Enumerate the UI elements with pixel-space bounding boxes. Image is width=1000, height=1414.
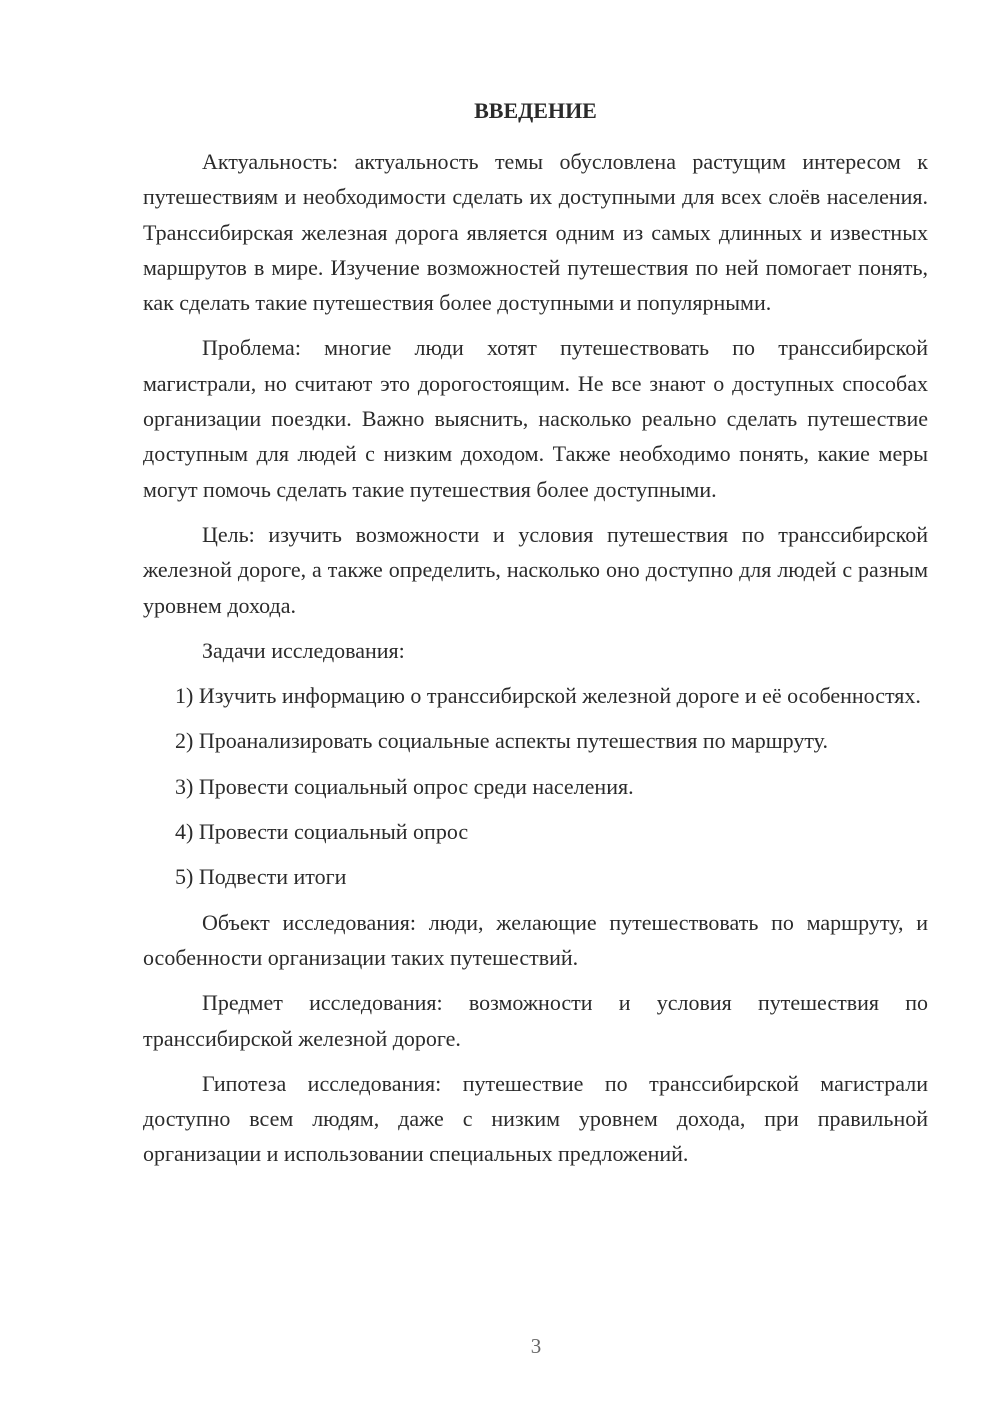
page-content [143, 96, 928, 1172]
relevance-paragraph: Актуальность: актуальность темы обусловлена растущим интересом к путешествиям и необходимости сделать их доступными для всех слоёв населения. Транссибирская железная дорога является одним из самых длинных и известных маршрутов в мире. Изучение возможностей путешествия по ней помогает понять, как сделать такие путешествия более доступными и популярными. [143, 149, 928, 316]
page-number: 3 [530, 1334, 542, 1358]
page-title: ВВЕДЕНИЕ [474, 98, 597, 123]
task-item: 1) Изучить информацию о транссибирской железной дороге и её особенностях. [175, 683, 921, 709]
task-item: 3) Провести социальный опрос среди населения. [175, 773, 634, 799]
task-item: 4) Провести социальный опрос [175, 819, 469, 845]
object-paragraph: Объект исследования: люди, желающие путешествовать по маршруту, и особенности организации таких путешествий. [143, 909, 928, 970]
tasks-heading: Задачи исследования: [202, 637, 405, 663]
task-item: 5) Подвести итоги [175, 864, 347, 890]
subject-paragraph: Предмет исследования: возможности и условия путешествия по транссибирской железной дороге. [143, 990, 928, 1051]
goal-paragraph: Цель: изучить возможности и условия путешествия по транссибирской железной дороге, а также определить, насколько оно доступно для людей с разным уровнем дохода. [143, 521, 928, 618]
problem-paragraph: Проблема: многие люди хотят путешествовать по транссибирской магистрали, но считают это дорогостоящим. Не все знают о доступных способах организации поездки. Важно выяснить, насколько реально сделать путешествие доступным для людей с низким доходом. Также необходимо понять, какие меры могут помочь сделать такие путешествия более доступными. [143, 335, 928, 502]
task-item: 2) Проанализировать социальные аспекты путешествия по маршруту. [175, 728, 828, 754]
hypothesis-paragraph: Гипотеза исследования: путешествие по транссибирской магистрали доступно всем людям, даже с низким уровнем дохода, при правильной организации и использовании специальных предложений. [143, 1070, 928, 1167]
